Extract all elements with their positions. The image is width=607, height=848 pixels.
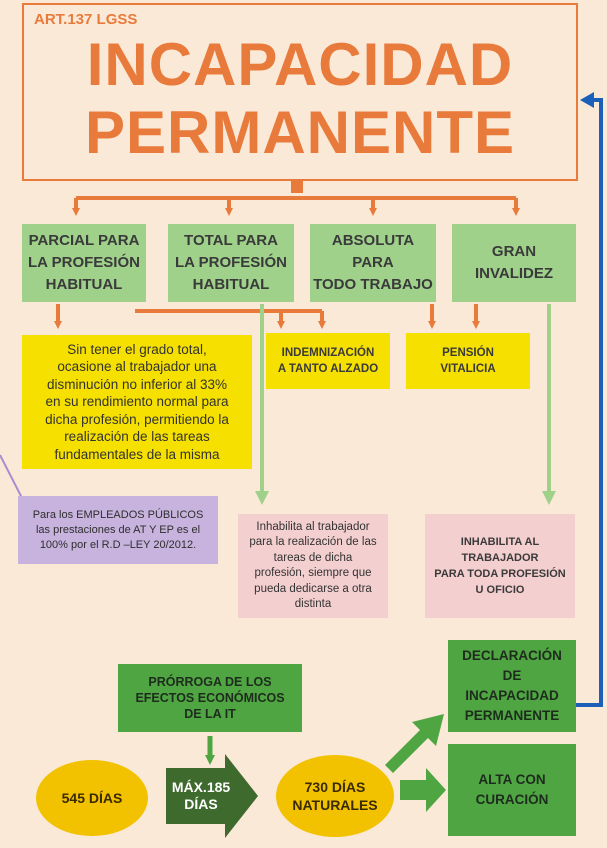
days-730-line: NATURALES	[292, 797, 378, 813]
total-description-line: tareas de dicha	[273, 551, 353, 564]
gran-invalidez-description	[425, 514, 575, 618]
total-description	[238, 514, 388, 618]
max-days-label	[166, 768, 236, 824]
total-description-line: para la realización de las	[249, 536, 377, 548]
parcial-description	[22, 335, 252, 469]
category-gran-invalidez-line: GRAN	[491, 243, 537, 260]
category-absoluta-line: TODO TRABAJO	[313, 276, 433, 293]
category-total	[168, 224, 294, 302]
category-gran-invalidez-line: INVALIDEZ	[474, 265, 554, 282]
alta-line: CURACIÓN	[475, 792, 549, 807]
title-branch-connector	[76, 181, 516, 212]
category-total-line: LA PROFESIÓN	[175, 254, 287, 271]
declaracion-line: DE	[502, 668, 522, 683]
empleados-publicos-line: Para los EMPLEADOS PÚBLICOS	[32, 508, 204, 521]
category-absoluta	[310, 224, 436, 302]
parcial-description-line: en su rendimiento normal para	[45, 394, 229, 410]
pension-line: PENSIÓN	[442, 347, 494, 359]
category-parcial-line: LA PROFESIÓN	[28, 254, 140, 271]
prorroga-box	[118, 664, 302, 732]
note-pointer	[0, 455, 22, 498]
prorroga-line: EFECTOS ECONÓMICOS	[135, 691, 285, 705]
days-545-label: 545 DÍAS	[61, 790, 123, 806]
alta-box	[448, 744, 576, 836]
pension-line: VITALICIA	[440, 363, 496, 375]
empleados-publicos-note	[18, 496, 218, 564]
max-days-line: DÍAS	[184, 796, 218, 812]
prorroga-line: DE LA IT	[184, 707, 236, 721]
parcial-description-line: fundamentales de la misma	[54, 446, 220, 462]
parcial-description-line: dicha profesión, permitiendo la	[45, 411, 229, 427]
total-description-line: profesión, siempre que	[254, 567, 372, 579]
total-description-line: pueda dedicarse a otra	[254, 582, 372, 595]
parcial-description-line: disminución no inferior al 33%	[46, 376, 228, 392]
declaracion-line: INCAPACIDAD	[465, 688, 559, 703]
category-outcome-connectors	[58, 304, 476, 325]
alta-line: ALTA CON	[478, 772, 546, 787]
category-absoluta-line: PARA	[352, 254, 394, 271]
days-545-circle	[36, 760, 148, 836]
indemnizacion-box	[266, 333, 390, 389]
indemnizacion-line: A TANTO ALZADO	[277, 363, 379, 375]
empleados-publicos-line: las prestaciones de AT Y EP es el	[35, 523, 201, 536]
category-total-line: TOTAL PARA	[184, 232, 278, 249]
outcome-arrows	[385, 714, 446, 812]
parcial-description-line: realización de las tareas	[64, 429, 210, 445]
page-title-line1: INCAPACIDAD	[86, 31, 514, 98]
category-total-line: HABITUAL	[192, 276, 270, 293]
parcial-description-line: ocasione al trabajador una	[57, 359, 217, 375]
indemnizacion-line: INDEMNIZACIÓN	[281, 347, 375, 359]
gran-invalidez-description-line: TRABAJADOR	[461, 552, 539, 564]
empleados-publicos-line: 100% por el R.D –LEY 20/2012.	[39, 538, 197, 551]
days-730-circle	[276, 755, 394, 837]
category-parcial-line: HABITUAL	[45, 276, 123, 293]
total-description-line: distinta	[294, 598, 332, 610]
page-title-line2: PERMANENTE	[84, 99, 516, 166]
category-parcial-line: PARCIAL PARA	[28, 232, 140, 249]
category-gran-invalidez	[452, 224, 576, 302]
gran-invalidez-description-line: U OFICIO	[475, 584, 525, 596]
declaracion-line: DECLARACIÓN	[462, 648, 562, 663]
days-730-line: 730 DÍAS	[304, 779, 366, 795]
gran-invalidez-description-line: PARA TODA PROFESIÓN	[434, 568, 566, 580]
title-box	[22, 3, 578, 181]
total-description-line: Inhabilita al trabajador	[256, 520, 370, 533]
return-loop-arrow	[575, 92, 601, 705]
declaracion-line: PERMANENTE	[464, 708, 560, 723]
parcial-description-line: Sin tener el grado total,	[67, 341, 207, 357]
declaracion-box	[448, 640, 576, 732]
pension-box	[406, 333, 530, 389]
prorroga-line: PRÓRROGA DE LOS	[148, 675, 272, 689]
article-label: ART.137 LGSS	[34, 11, 138, 28]
gran-invalidez-description-line: INHABILITA AL	[460, 536, 540, 548]
category-parcial	[22, 224, 146, 302]
max-days-line: MÁX.185	[171, 779, 231, 795]
category-absoluta-line: ABSOLUTA	[331, 232, 415, 249]
